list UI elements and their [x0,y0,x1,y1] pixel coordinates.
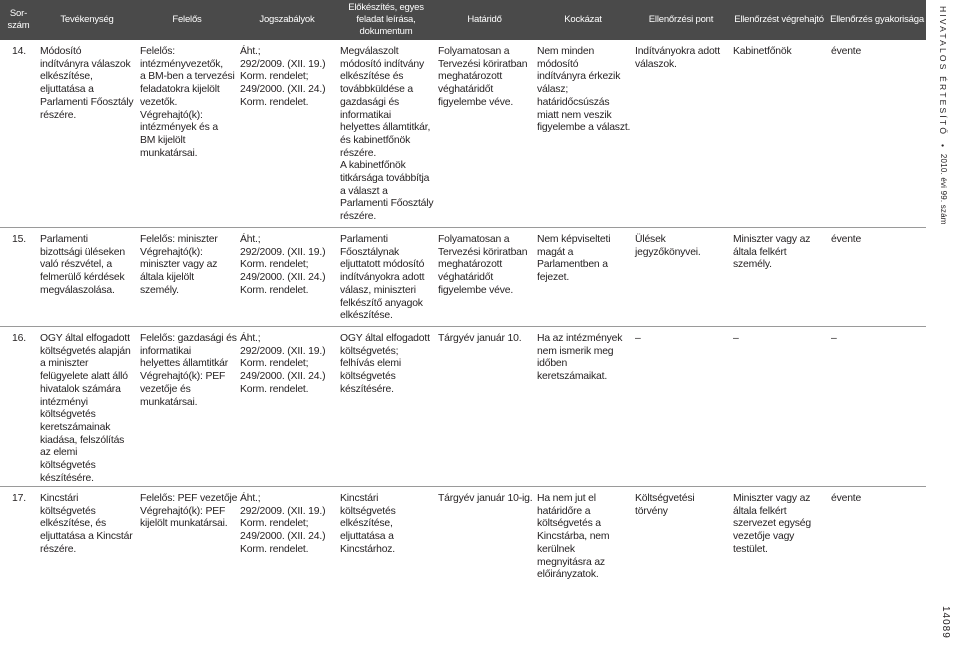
header-legislation: Jogszabályok [259,14,315,25]
row-number: 14. [12,46,26,57]
legislation-cell: Áht.; 292/2009. (XII. 19.) Korm. rendelet; 249/2000. (XII. 24.) Korm. rendelet. [240,333,326,395]
header-deadline: Határidő [467,14,502,25]
legislation-cell: Áht.; 292/2009. (XII. 19.) Korm. rendelet; 249/2000. (XII. 24.) Korm. rendelet. [240,234,326,296]
header-row-number: Sor- szám [7,8,30,31]
header-activity: Tevékenység [60,14,114,25]
checkpoint-cell: Ülések jegyzőkönyvei. [635,234,701,258]
responsible-cell: Felelős: intézményvezetők, a BM-ben a tervezési feladatokra kijelölt vezetők. Végrehajtó(k): intézmények és a BM kijelölt munkatársai. [140,46,235,159]
preparation-cell: Kincstári költségvetés elkészítése, eljuttatása a Kincstárhoz. [340,493,396,555]
row-number: 16. [12,333,26,344]
responsible-cell: Felelős: PEF vezetője Végrehajtó(k): PEF kijelölt munkatársai. [140,493,238,530]
responsible-cell: Felelős: miniszter Végrehajtó(k): miniszter vagy az általa kijelölt személy. [140,234,218,296]
table-row [0,327,926,487]
activity-cell: Kincstári költségvetés elkészítése, és eljuttatása a Kincstár részére. [40,493,133,555]
header-checkpoint: Ellenőrzési pont [648,14,714,25]
responsible-cell: Felelős: gazdasági és informatikai helyettes államtitkár Végrehajtó(k): PEF vezetője és munkatársai. [140,333,237,408]
preparation-cell: OGY által elfogadott költségvetés; felhívás elemi költségvetés készítésére. [340,333,430,395]
deadline-cell: Tárgyév január 10-ig. [438,493,533,504]
frequency-cell: – [831,333,837,344]
controller-cell: Miniszter vagy az általa felkért személy. [733,234,811,271]
page-number: 14089 [940,606,951,639]
frequency-cell: évente [831,493,862,504]
checkpoint-cell: Költségvetési törvény [635,493,695,517]
legislation-cell: Áht.; 292/2009. (XII. 19.) Korm. rendelet; 249/2000. (XII. 24.) Korm. rendelet. [240,46,326,108]
deadline-cell: Folyamatosan a Tervezési köriratban meghatározott véghatáridőt figyelembe véve. [438,46,528,108]
risk-cell: Ha nem jut el határidőre a költségvetés a Kincstárba, nem kerülnek megnyitásra az előirányzatok. [537,493,610,581]
running-head [937,6,949,225]
header-responsible: Felelős [172,14,202,25]
checkpoint-cell: – [635,333,641,344]
header-risk: Kockázat [564,14,602,25]
row-number: 15. [12,234,26,245]
frequency-cell: évente [831,234,862,245]
table-header [0,0,926,40]
deadline-cell: Tárgyév január 10. [438,333,522,344]
issue-number: 2010. évi 99. szám [939,153,948,225]
legislation-cell: Áht.; 292/2009. (XII. 19.) Korm. rendelet; 249/2000. (XII. 24.) Korm. rendelet. [240,493,326,555]
publication-title: HIVATALOS ÉRTESÍTŐ [938,6,948,137]
row-number: 17. [12,493,26,504]
controller-cell: – [733,333,739,344]
preparation-cell: Parlamenti Főosztálynak eljuttatott módosító indítványokra adott válasz, miniszteri felkészítő anyagok elkészítése. [340,234,425,322]
header-preparation: Előkészítés, egyes feladat leírása, dokumentum [348,2,424,37]
activity-cell: Módosító indítványra válaszok elkészítése, eljuttatása a Parlamenti Főosztály részére. [40,46,134,121]
risk-cell: Ha az intézmények nem ismerik meg időben keretszámaikat. [537,333,623,383]
activity-cell: Parlamenti bizottsági üléseken való részvétel, a felmerülő kérdések megválaszolása. [40,234,125,296]
controller-cell: Kabinetfőnök [733,46,792,57]
frequency-cell: évente [831,46,862,57]
table-row [0,228,926,327]
risk-cell: Nem minden módosító indítványra érkezik válasz; határidőcsúszás miatt nem veszik figyelembe a választ. [537,46,631,134]
checkpoint-cell: Indítványokra adott válaszok. [635,46,720,70]
table-row [0,40,926,228]
header-frequency: Ellenőrzés gyakorisága [830,14,924,25]
table-row [0,487,926,585]
activity-cell: OGY által elfogadott költségvetés alapján a miniszter felügyelete alatt álló hivatalok számára intézményi költségvetés keretszámainak kiadása, felszólítás az elemi költségvetés készítésére. [40,333,131,484]
deadline-cell: Folyamatosan a Tervezési köriratban meghatározott véghatáridőt figyelembe véve. [438,234,528,296]
preparation-cell: Megválaszolt módosító indítvány elkészítése és továbbküldése a gazdasági és informatikai helyettes államtitkár, és kabinetfőnök részére. A kabinetfőnök titkársága továbbítja a választ a Parlamenti Főosztály részére. [340,46,434,223]
controller-cell: Miniszter vagy az általa felkért szervezet egység vezetője vagy testület. [733,493,811,555]
risk-cell: Nem képviselteti magát a Parlamentben a fejezet. [537,234,611,284]
bullet-separator: • [938,143,948,147]
header-controller: Ellenőrzést végrehajtó [734,14,824,25]
